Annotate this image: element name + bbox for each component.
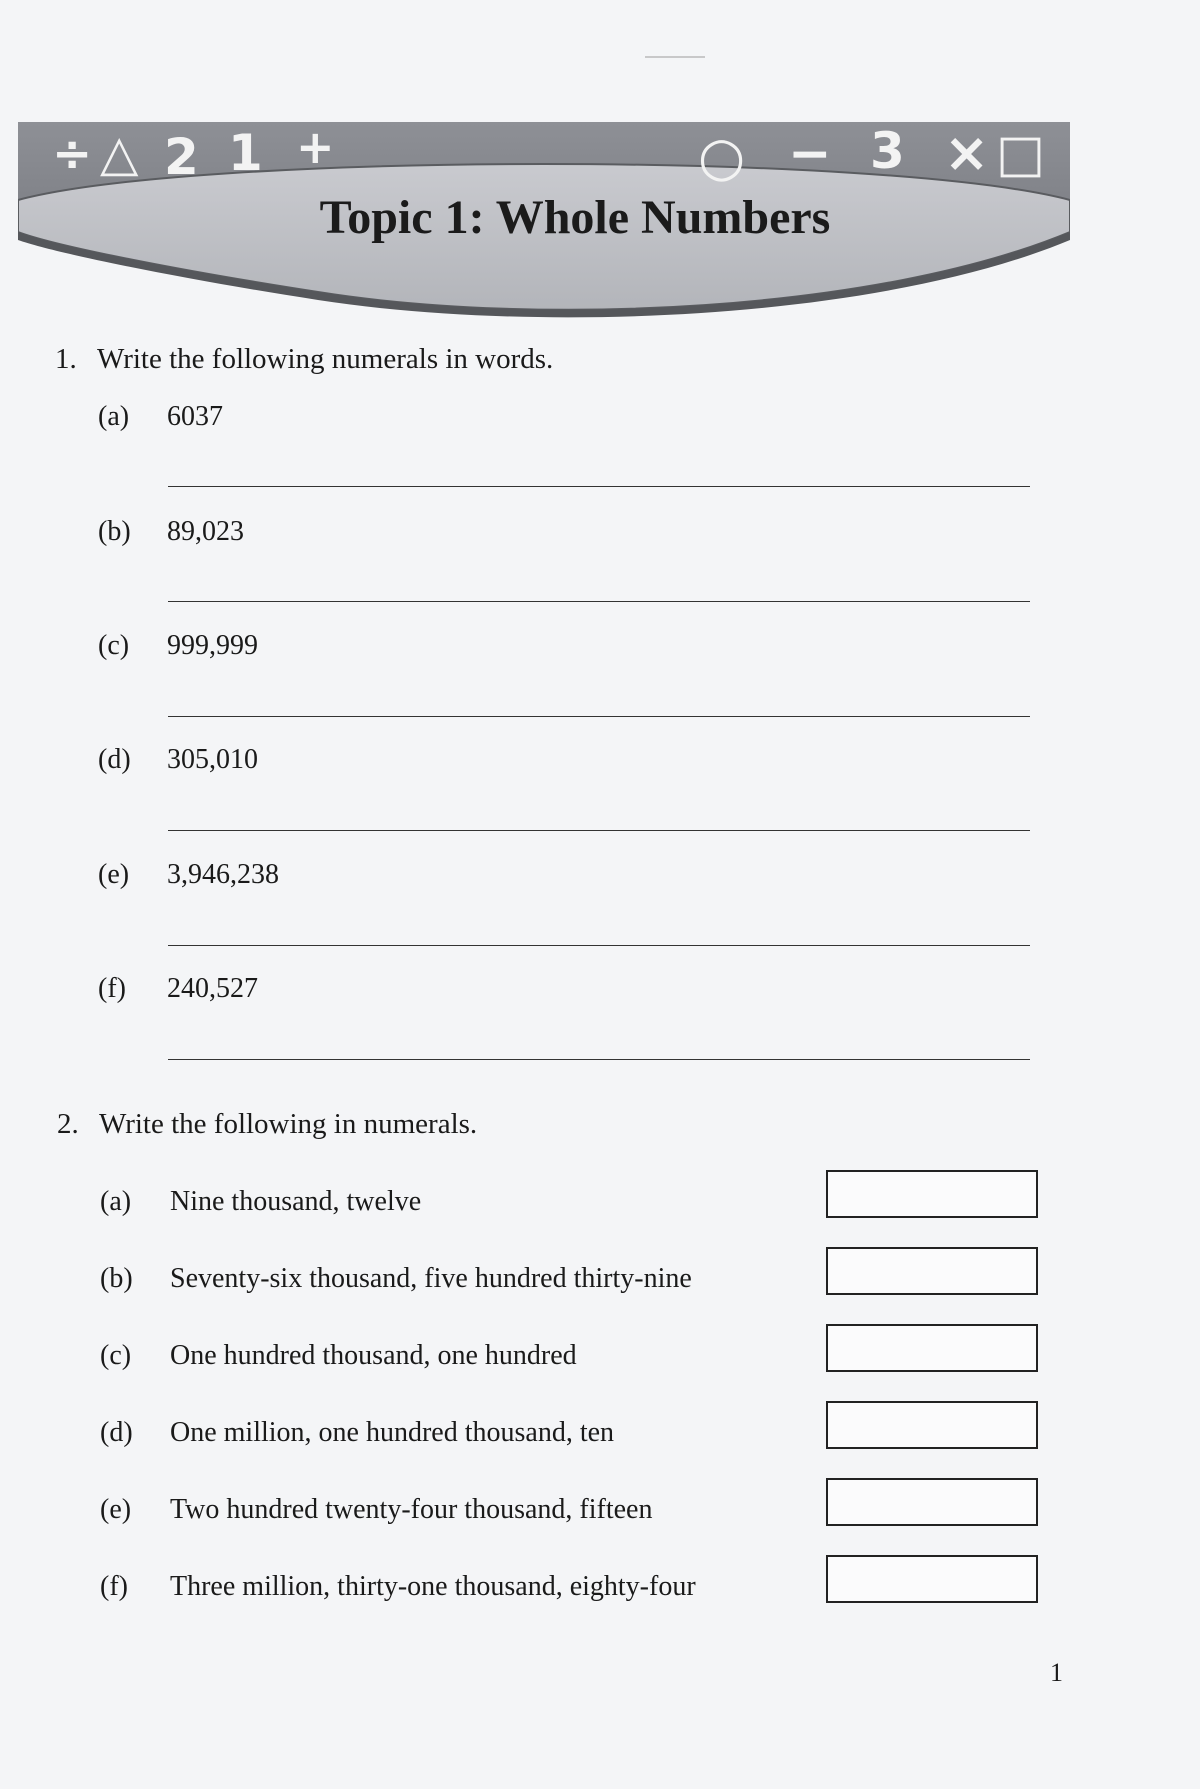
answer-box[interactable]: [826, 1401, 1038, 1449]
item-letter: (a): [98, 401, 130, 432]
item-letter: (e): [98, 859, 130, 890]
item-words: Two hundred twenty-four thousand, fifteen: [170, 1494, 653, 1525]
answer-line[interactable]: [168, 830, 1030, 831]
question-1-prompt: Write the following numerals in words.: [97, 343, 554, 375]
scan-mark: [645, 56, 705, 58]
answer-box[interactable]: [826, 1478, 1038, 1526]
item-letter: (d): [100, 1417, 133, 1448]
item-letter: (b): [98, 516, 131, 547]
item-letter: (c): [100, 1340, 132, 1371]
item-letter: (b): [100, 1263, 133, 1294]
minus-symbol: −: [788, 124, 832, 184]
three-symbol: 3: [870, 122, 905, 180]
item-words: Seventy-six thousand, five hundred thirty-nine: [170, 1263, 692, 1294]
circle-symbol: ○: [698, 125, 746, 188]
square-symbol: □: [996, 124, 1046, 184]
answer-line[interactable]: [168, 945, 1030, 946]
plus-symbol: +: [296, 120, 335, 174]
question-2-number: 2.: [57, 1108, 79, 1140]
answer-line[interactable]: [168, 601, 1030, 602]
item-numeral: 6037: [167, 401, 223, 432]
answer-line[interactable]: [168, 486, 1030, 487]
item-words: Three million, thirty-one thousand, eighty-four: [170, 1571, 696, 1602]
topic-title: Topic 1: Whole Numbers: [319, 191, 831, 244]
question-2-heading: [57, 1108, 477, 1141]
item-words: Nine thousand, twelve: [170, 1186, 422, 1217]
item-letter: (f): [100, 1571, 128, 1602]
answer-box[interactable]: [826, 1555, 1038, 1603]
two-symbol: 2: [164, 128, 199, 186]
times-symbol: ×: [944, 121, 990, 184]
page-number: 1: [1050, 1658, 1063, 1687]
item-letter: (e): [100, 1494, 132, 1525]
answer-box[interactable]: [826, 1247, 1038, 1295]
answer-box[interactable]: [826, 1324, 1038, 1372]
answer-box[interactable]: [826, 1170, 1038, 1218]
question-1-heading: [55, 343, 553, 376]
item-letter: (f): [98, 973, 126, 1004]
item-numeral: 999,999: [167, 630, 258, 661]
triangle-symbol: △: [100, 124, 139, 182]
item-numeral: 3,946,238: [167, 859, 279, 890]
answer-line[interactable]: [168, 716, 1030, 717]
item-numeral: 240,527: [167, 973, 258, 1004]
item-letter: (a): [100, 1186, 132, 1217]
question-1-number: 1.: [55, 343, 77, 375]
item-words: One hundred thousand, one hundred: [170, 1340, 577, 1371]
item-numeral: 89,023: [167, 516, 244, 547]
question-2-prompt: Write the following in numerals.: [99, 1108, 478, 1140]
one-symbol: 1: [228, 124, 263, 182]
answer-line[interactable]: [168, 1059, 1030, 1060]
item-letter: (d): [98, 744, 131, 775]
divide-symbol: ÷: [52, 126, 93, 182]
item-letter: (c): [98, 630, 130, 661]
item-numeral: 305,010: [167, 744, 258, 775]
item-words: One million, one hundred thousand, ten: [170, 1417, 615, 1448]
